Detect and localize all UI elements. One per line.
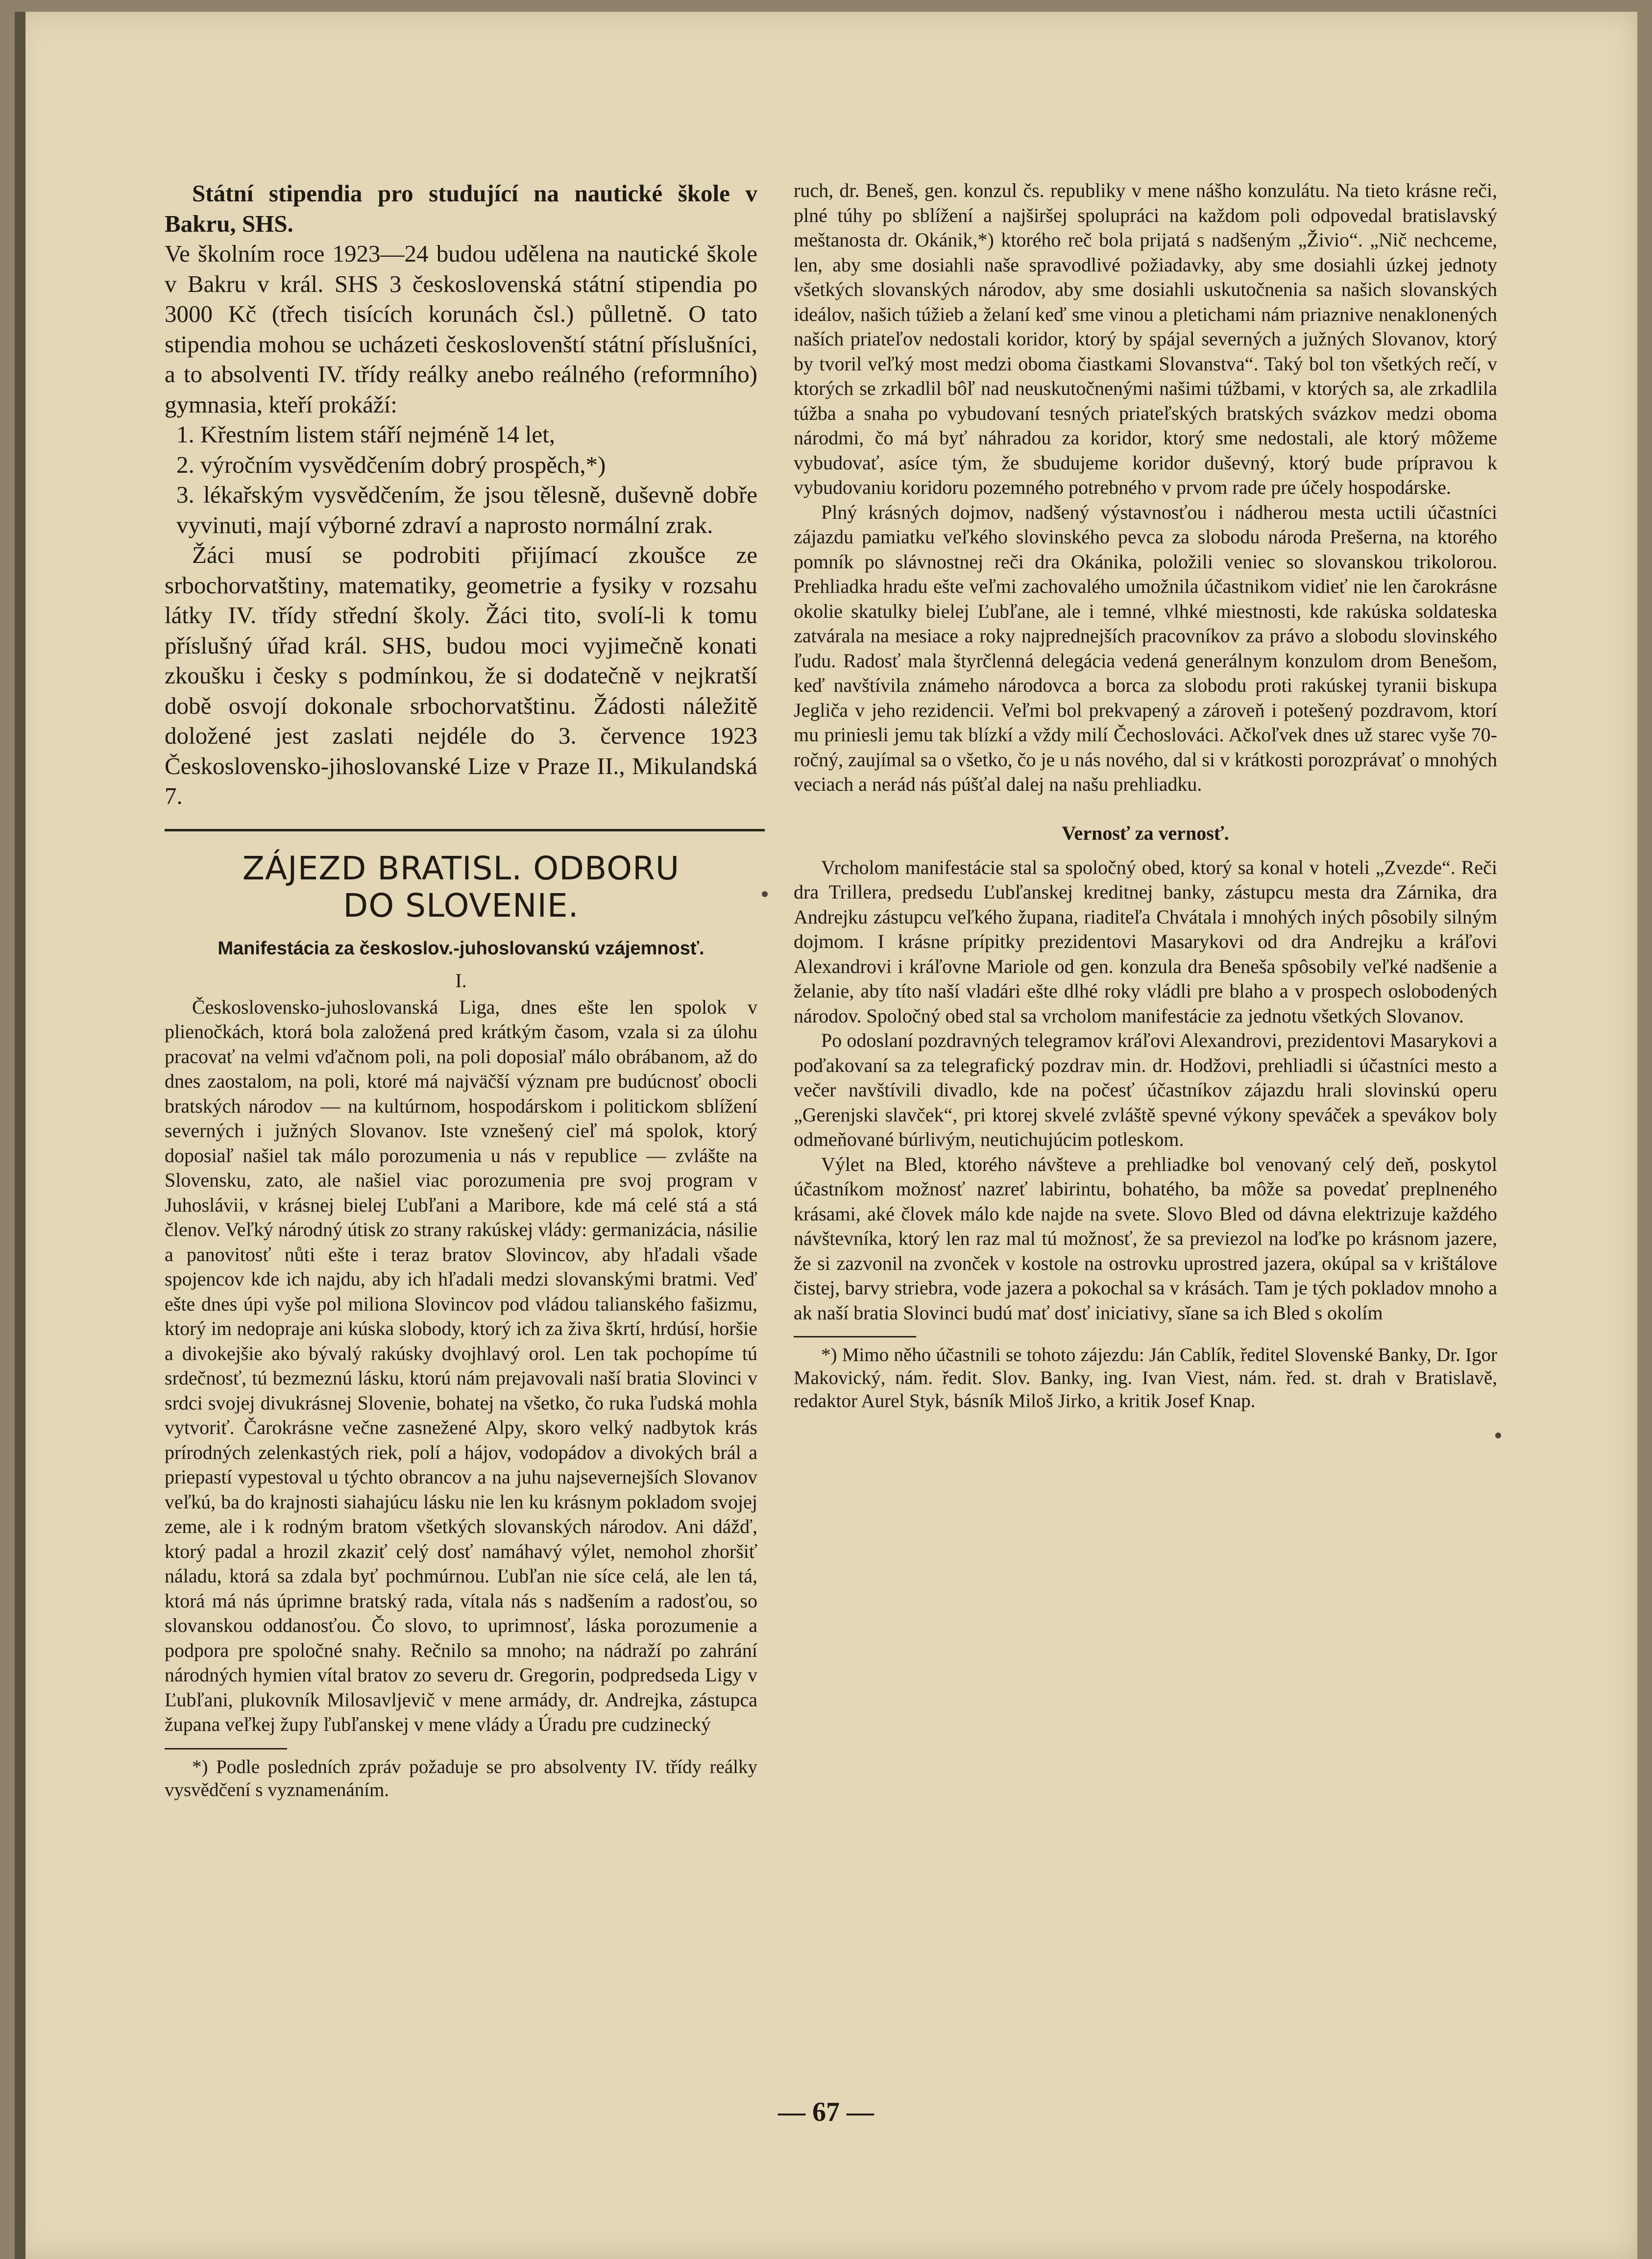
article-paragraph-1: Československo-juhoslovanská Liga, dnes ešte len spolok v plienočkách, ktorá bola založená pred krátkým časom, vzala si za úlohu pracovať na velmi vďačnom poli, na poli doposiaľ málo obrábanom, až do dnes zaostalom, na poli, ktoré má najväčší význam pre budúcnosť obocli bratských národov — na kultúrnom, hospodárskom i politickom sblížení severných i južných Slovanov. Iste vznešený cieľ má spolok, ktorý doposiaľ našiel tak málo porozumenia u nás v republice — zvlášte na Slovensku, zato, ale našiel viac porozumenia pre svoj program v Juhoslávii, v krásnej bielej Ľubľani a Maribore, kde má celé stá a stá členov. Veľký národný útisk zo strany rakúskej vlády: germanizácia, násilie a panovitosť nůti ešte i teraz bratov Slovincov, aby hľadali všade spojencov kde ich najdu, aby ich hľadali medzi slovanskými bratmi. Veď ešte dnes úpi vyše pol miliona Slovincov pod vládou talianského fašizmu, ktorý im nedopraje ani kúska slobody, ktorý ich za živa škrtí, hrdúsí, horšie a divokejšie ako bývalý rakúsky dvojhlavý orol. Len tak pochopíme tú srdečnosť, tú bezmeznú lásku, ktorú nám prejavovali naší bratia Slovinci v srdci svojej divukrásnej Slovenie, bohatej na všetko, čo ruka ľudská mohla vytvoriť. Čarokrásne večne zasnežené Alpy, skoro velký nadbytok krás prírodných zelenkastých riek, polí a hájov, vodopádov a divokých brál a priepastí vypestoval u týchto obrancov a na juhu najsevernejších Slovanov veľkú, ba do krajnosti siahajúcu lásku nie len ku krásnym pokladom svojej zeme, ale i k rodným bratom všetkých slovanských národov. Ani dážď, ktorý padal a hrozil zkaziť celý dosť namáhavý výlet, nemohol zhoršiť náladu, ktorá sa zdala byť pochmúrnou. Ľubľan nie síce celá, ale len tá, ktorá má nás úprimne bratský rada, vítala nás s nadšením a radosťou, so slovanskou oddanosťou. Čo slovo, to uprimnosť, láska porozumenie a podpora pre spoločné snahy. Rečnilo sa mnoho; na nádraží po zahrání národných hymien vítal bratov zo severu dr. Gregorin, podpredseda Ligy v Ľubľani, plukovník Milosavljevič v mene armády, dr. Andrejka, zástupca župana veľkej župy ľubľanskej v mene vlády a Úradu pre cudzinecký <box>165 996 757 1735</box>
notice-title: Státní stipendia pro studující na nautické škole v Bakru, SHS. <box>165 180 757 237</box>
section-divider <box>165 829 765 831</box>
headline-line-1: ZÁJEZD BRATISL. ODBORU <box>242 849 680 887</box>
left-footnote-text: *) Podle posledních zpráv požaduje se pro absolventy IV. třídy reálky vysvědčení s vyznamenáním. <box>165 1756 757 1800</box>
article-paragraph-2: ruch, dr. Beneš, gen. konzul čs. republiky v mene nášho konzulátu. Na tieto krásne reči, plné túhy po sblížení a najširšej spolupráci na každom poli odpovedal bratislavský meštanosta dr. Okánik,*) ktorého reč bola prijatá s nadšeným „Živio“. „Nič nechceme, len, aby sme dosiahli naše spravodlivé požiadavky, aby sme dosiahli úzkej jednoty všetkých slovanských národov, aby sme dosiahli uskutočnenia sa našich slovanských ideálov, našich túžieb a želaní keď sme vinou a pletichami nám priaznive nenaklonených naších priateľov nedostali koridor, ktorý by spájal severných a južných Slovanov, ktorý by tvoril veľký most medzi oboma čiastkami Slovanstva“. Taký bol ton všetkých rečí, v ktorých se zrkadlil bôľ nad neuskutočnenými našimi túžbami, v ktorých sa, ale zrkadlila túžba a snaha po vybudovaní tesných priateľských bratských svázkov medzi oboma národmi, čo má byť náhradou za koridor, ktorý sme nedostali, ale ktorý môžeme vybudovať, asíce tým, že sbudujeme koridor duševný, ktorý bude prípravou k vybudovaniu koridoru pozemného potrebného v prvom rade pre účely hospodárske. <box>794 179 1497 498</box>
right-footnote <box>794 1343 1497 1412</box>
article-paragraph-3: Plný krásných dojmov, nadšený výstavnosťou i nádherou mesta uctili účastníci zájazdu pamiatku veľkého slovinského pevca za slobodu národa Prešerna, na ktorého pomník po slávnostnej reči dra Okánika, položili veniec so slovanskou trikolorou. Prehliadka hradu ešte veľmi zachovalého umožnila účastnikom vidieť nie len čarokrásne okolie skatulky bielej Ľubľane, ale i temné, vlhké miestnosti, kde rakúska soldateska zatvárala na mesiace a roky najprednejších pracovníkov za právo a slobodu slovinského ľudu. Radosť mala štyrčlenná delegácia vedená generálnym konzulom drom Benešom, keď navštívila známeho národovca a borca za slobodu proti rakúskej tyranii biskupa Jegliča v jeho rezidencii. Veľmi bol prekvapený a zároveň i potešený pozdravom, ktorí mu priniesli jemu tak blízkí a vždy milí Čechoslováci. Ačkoľvek dnes už starec vyše 70-ročný, zaujímal sa o všetko, čo je u nás nového, dal si v krátkosti porozprávať o mnohých veciach a nerád nás púšťal dalej na našu prehliadku. <box>794 501 1497 795</box>
right-footnote-text: *) Mimo něho účastnili se tohoto zájezdu: Ján Cablík, ředitel Slovenské Banky, Dr. Igor Makovický, nám. ředit. Slov. Banky, ing. Ivan Viest, nám. řed. st. drah v Bratislavě, redaktor Aurel Styk, básník Miloš Jirko, a kritik Josef Knap. <box>794 1344 1497 1411</box>
article-paragraph-6: Výlet na Bled, ktorého návšteve a prehliadke bol venovaný celý deň, poskytol účastníkom možnosť nazreť labirintu, bohatého, ba môže sa povedať preplneného krásami, aké človek málo kde najde na svete. Slovo Bled od dávna elektrizuje každého návštevníka, ktorý len raz mal tú možnosť, že sa previezol na loďke po krásnom jazere, že si zazvonil na zvonček v kostole na ostrovku uprostred jazera, okúpal sa v krištálove čistej, barvy striebra, vode jazera a pokochal sa v krásách. Tam je tých pokladov mnoho a ak naší bratia Slovinci budú mať dosť iniciativy, sĭane sa ich Bled s okolím <box>794 1153 1497 1324</box>
left-footnote <box>165 1755 757 1801</box>
speck-mark <box>762 891 768 897</box>
stipend-notice <box>165 178 757 811</box>
article-paragraph-5: Po odoslaní pozdravných telegramov kráľovi Alexandrovi, prezidentovi Masarykovi a poďakovaní sa za telegrafický pozdrav min. dr. Hodžovi, prehliadli si účastníci mesto a večer navštívili divadlo, kde na počesť účastníkov zájazdu hrali slovinskú operu „Gerenjski slavček“, pri ktorej skvelé zvláště spevné výkony speváček a spevákov boly odmeňované búrlivým, neutichujúcim potleskom. <box>794 1029 1497 1150</box>
part-number: I. <box>455 969 467 992</box>
speck-mark <box>1495 1433 1501 1438</box>
right-column <box>794 178 1497 1412</box>
scanned-page <box>15 12 1637 2259</box>
notice-item-2: 2. výročním vysvědčením dobrý prospěch,*) <box>176 451 606 478</box>
notice-body: Ve školním roce 1923—24 budou udělena na nautické škole v Bakru v král. SHS 3 československá státní stipendia po 3000 Kč (třech tisících korunách čsl.) půlletně. O tato stipendia mohou se ucházeti českoslovenští státní příslušníci, a to absolventi IV. třídy reálky anebo reálného (reformního) gymnasia, kteří prokáží: <box>165 240 757 418</box>
article-subhead: Manifestácia za českoslov.-juhoslovanskú vzájemnosť. <box>218 938 705 959</box>
article-paragraph-4: Vrcholom manifestácie stal sa spoločný obed, ktorý sa konal v hoteli „Zvezde“. Reči dra Trillera, predsedu Ľubľanskej kreditnej banky, zástupcu mesta dra Zárnika, dra Andrejku zástupcu veľkého župana, riaditeľa Chvátala i mnohých iných pôsobily silným dojmom. I krásne prípitky prezidentovi Masarykovi od dra Andrejku a kráľovi Alexandrovi i kráľovne Mariole od gen. konzula dra Beneša spôsobily veľké nadšenie a želanie, aby títo naší vladári ešte dlhé roky vládli pre blaho a v prospech oslobodených národov. Spoločný obed stal sa vrcholom manifestácie za jednotu všetkých Slovanov. <box>794 856 1497 1027</box>
footnote-divider-right <box>794 1336 916 1337</box>
section-heading-vernost: Vernosť za vernosť. <box>1062 822 1229 844</box>
page-binding-edge <box>15 12 25 2259</box>
notice-closing: Žáci musí se podrobiti přijímací zkoušce ze srbochorvatštiny, matematiky, geometrie a fysiky v rozsahu látky IV. třídy střední školy. Žáci tito, svolí-li k tomu příslušný úřad král. SHS, budou moci vyjimečně konati zkoušku i česky s podmínkou, že si dodatečně v nejkratší době osvojí dokonale srbochorvatštinu. Žádosti náležitě doložené jest zaslati nejdéle do 3. července 1923 Československo-jihoslovanské Lize v Praze II., Mikulandská 7. <box>165 541 757 809</box>
page-number: — 67 — <box>778 2097 874 2127</box>
left-column <box>165 178 757 1801</box>
footnote-divider <box>165 1748 287 1749</box>
article-headline <box>165 850 757 924</box>
notice-item-3: 3. lékařským vysvědčením, že jsou tělesně, duševně dobře vyvinuti, mají výborné zdraví a naprosto normální zrak. <box>176 481 757 538</box>
headline-line-2: DO SLOVENIE. <box>343 886 579 924</box>
notice-item-1: 1. Křestním listem stáří nejméně 14 let, <box>176 421 555 448</box>
